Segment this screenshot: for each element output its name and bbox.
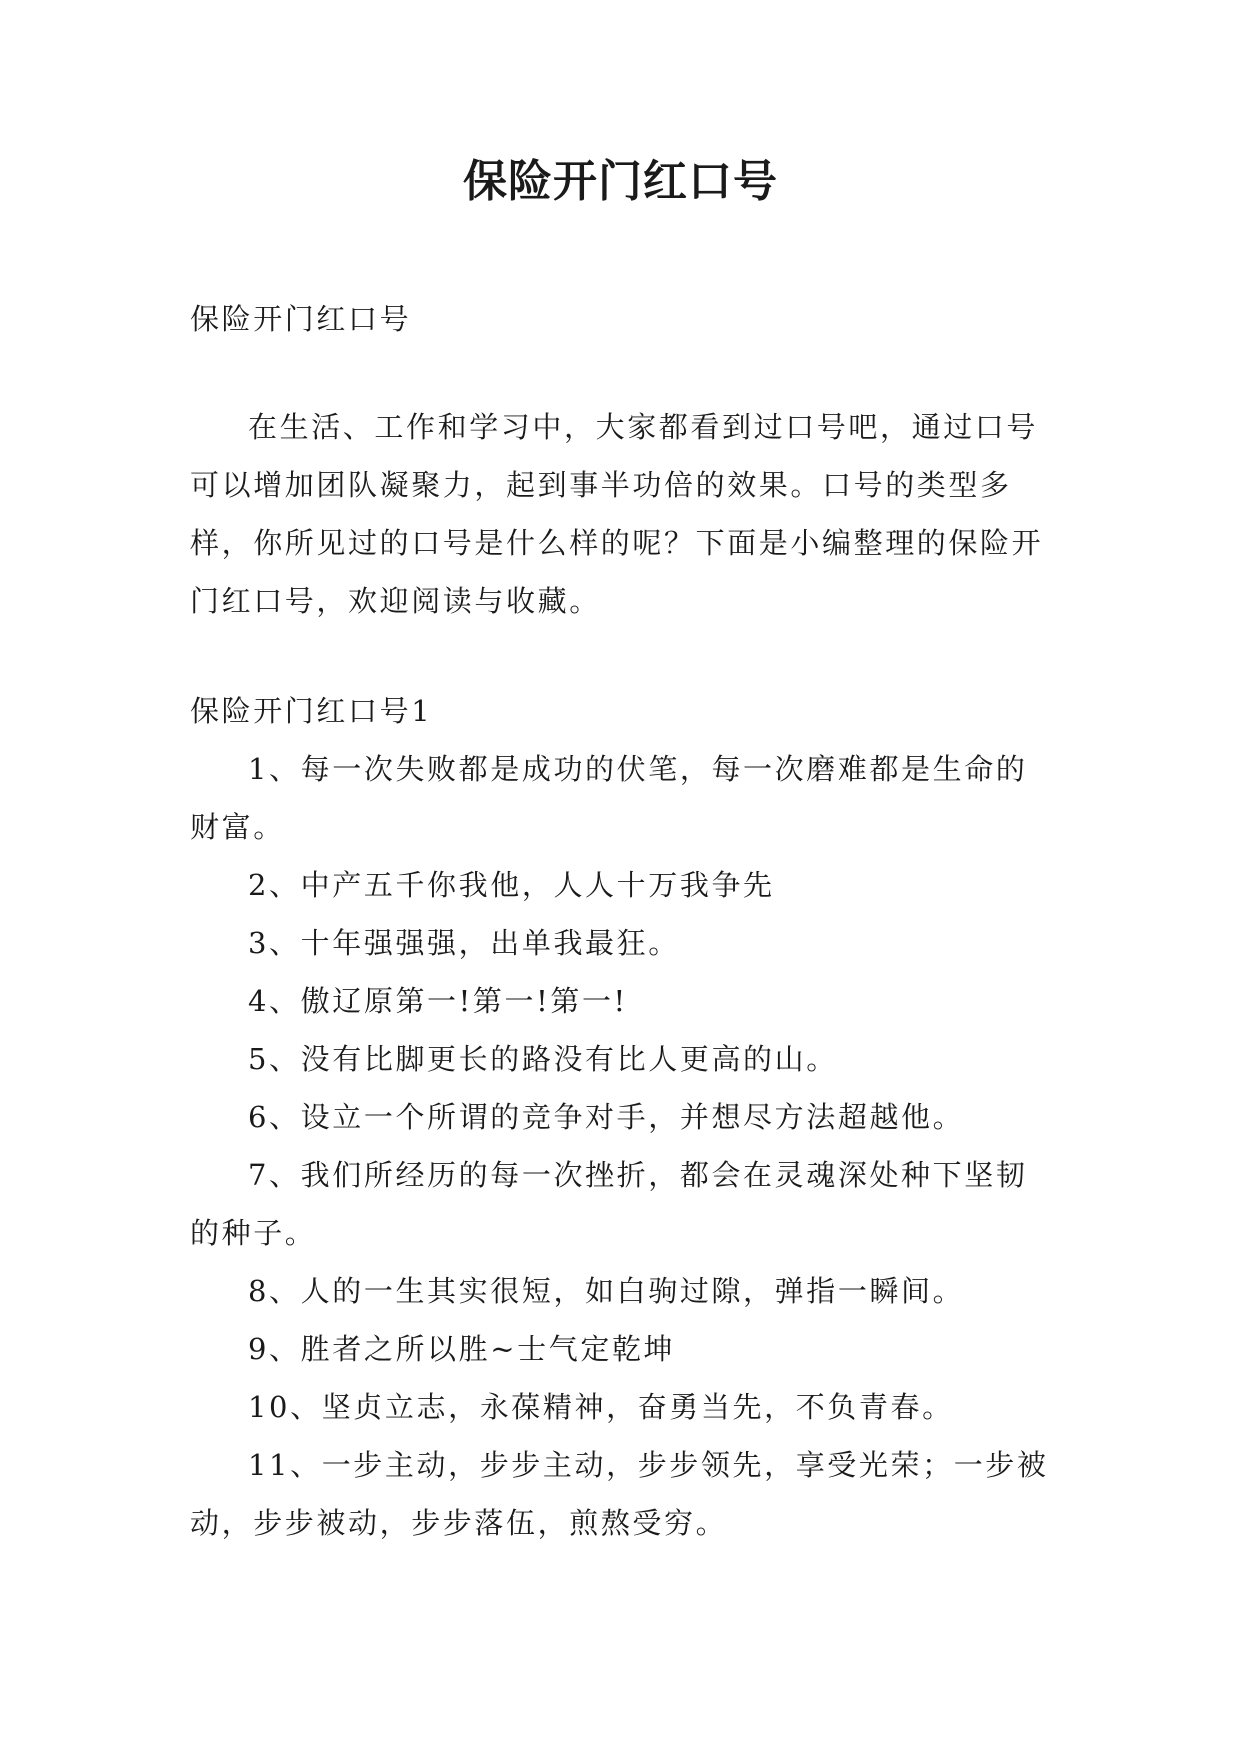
slogan-item: 9、胜者之所以胜~士气定乾坤: [248, 1332, 676, 1366]
slogan-item: 3、十年强强强，出单我最狂。: [248, 926, 680, 960]
section-heading: 保险开门红口号1: [190, 694, 433, 728]
slogan-item: 2、中产五千你我他，人人十万我争先: [248, 868, 775, 902]
slogan-item: 4、傲辽原第一!第一!第一!: [248, 984, 628, 1018]
slogan-item: 8、人的一生其实很短，如白驹过隙，弹指一瞬间。: [248, 1274, 965, 1308]
document-body: [190, 290, 1050, 1552]
slogan-item: 10、坚贞立志，永葆精神，奋勇当先，不负青春。: [248, 1390, 954, 1424]
slogan-item: 11、一步主动，步步主动，步步领先，享受光荣；一步被动，步步被动，步步落伍，煎熬受穷。: [190, 1448, 1049, 1540]
document-subtitle: 保险开门红口号: [190, 302, 412, 336]
slogan-item: 6、设立一个所谓的竞争对手，并想尽方法超越他。: [248, 1100, 965, 1134]
intro-paragraph: 在生活、工作和学习中，大家都看到过口号吧，通过口号可以增加团队凝聚力，起到事半功倍的效果。口号的类型多样，你所见过的口号是什么样的呢？下面是小编整理的保险开门红口号，欢迎阅读与收藏。: [190, 410, 1044, 618]
slogan-item: 7、我们所经历的每一次挫折，都会在灵魂深处种下坚韧的种子。: [190, 1158, 1028, 1250]
slogan-item: 5、没有比脚更长的路没有比人更高的山。: [248, 1042, 838, 1076]
document-title: 保险开门红口号: [463, 156, 778, 207]
slogan-item: 1、每一次失败都是成功的伏笔，每一次磨难都是生命的财富。: [190, 752, 1028, 844]
